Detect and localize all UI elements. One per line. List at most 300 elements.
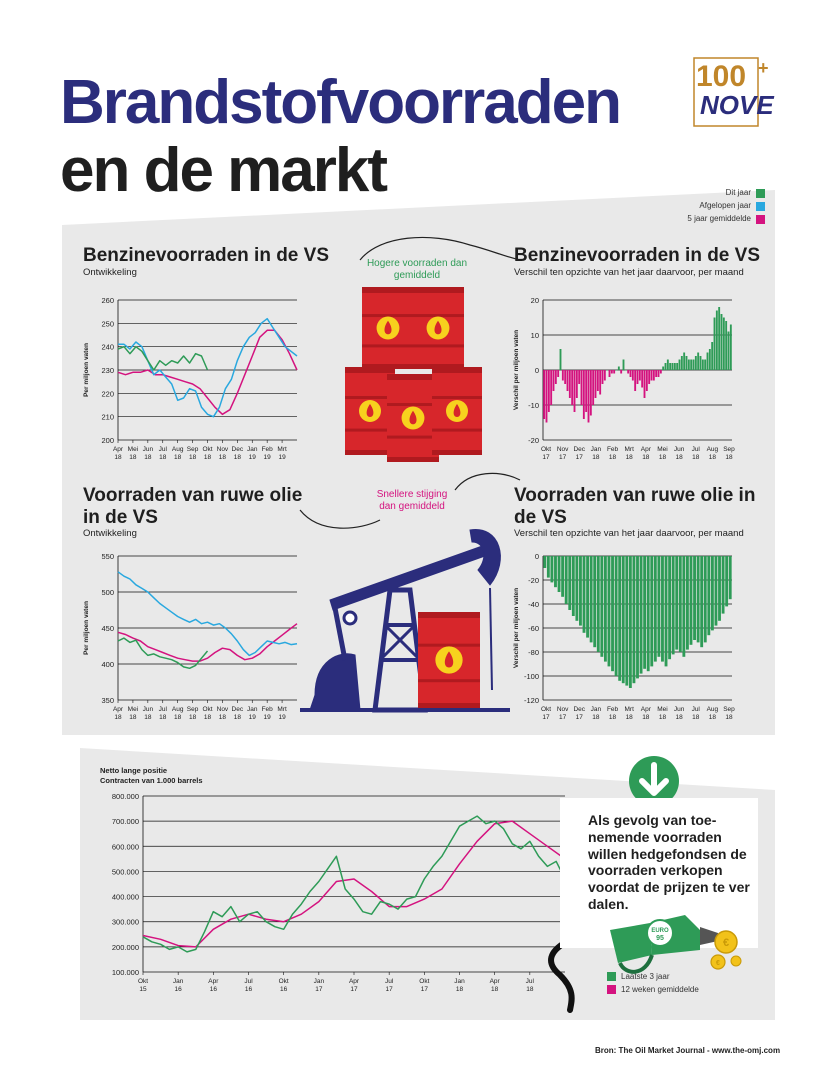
bar — [604, 556, 607, 662]
bar — [728, 332, 730, 371]
x-tick-label: 18 — [491, 986, 499, 993]
x-tick-label: 18 — [114, 454, 122, 461]
series-line — [118, 330, 297, 414]
bar — [543, 370, 545, 419]
series-line — [118, 347, 208, 370]
bar — [574, 370, 576, 412]
legend-swatch-last-year — [756, 202, 765, 211]
bar — [578, 370, 580, 384]
bar — [714, 318, 716, 371]
bar — [609, 370, 611, 377]
series-line — [118, 572, 297, 656]
legend-label-this-year: Dit jaar — [725, 188, 751, 197]
barrel-rim — [418, 612, 480, 618]
y-tick-label: 500 — [101, 588, 114, 597]
x-tick-label: 18 — [692, 714, 700, 721]
bar — [554, 556, 557, 587]
y-tick-label: 0 — [534, 366, 539, 375]
y-tick-label: 200.000 — [111, 942, 139, 952]
series-line — [118, 319, 297, 417]
x-tick-label: 18 — [114, 714, 122, 721]
x-tick-label: Jun — [142, 706, 154, 713]
x-tick-label: Nov — [556, 446, 569, 453]
bar — [553, 370, 555, 391]
x-tick-label: Nov — [216, 706, 229, 713]
bottom-legend-label-3y: Laatste 3 jaar — [621, 972, 670, 981]
x-tick-label: 15 — [139, 986, 147, 993]
y-tick-label: -40 — [528, 600, 539, 609]
bar — [561, 556, 564, 597]
x-tick-label: Jan — [313, 978, 325, 985]
x-tick-label: 18 — [642, 454, 650, 461]
y-tick-label: 230 — [101, 366, 114, 375]
x-tick-label: Okt — [202, 706, 213, 713]
bar — [623, 360, 625, 371]
bar — [697, 353, 699, 371]
svg-text:€: € — [722, 937, 730, 949]
y-tick-label: 700.000 — [111, 817, 139, 827]
y-tick-label: -20 — [528, 436, 539, 445]
x-tick-label: Jul — [158, 706, 167, 713]
x-tick-label: Apr — [640, 706, 651, 713]
bar — [653, 370, 655, 381]
legend-swatch-avg5 — [756, 215, 765, 224]
barrel-rim — [387, 457, 439, 462]
fuel-nozzle-icon — [590, 905, 720, 980]
y-axis-label: Verschil per miljoen vaten — [513, 587, 520, 669]
bar — [722, 556, 725, 614]
x-tick-label: 16 — [209, 986, 217, 993]
x-tick-label: Sep — [186, 706, 199, 713]
y-tick-label: 600.000 — [111, 842, 139, 852]
chart-title-net-long: Netto lange positie — [100, 766, 168, 775]
x-tick-label: 16 — [174, 986, 182, 993]
y-tick-label: 400 — [101, 660, 114, 669]
y-tick-label: 260 — [101, 296, 114, 305]
bar — [636, 556, 639, 678]
x-tick-label: Feb — [261, 706, 273, 713]
x-tick-label: 19 — [248, 714, 256, 721]
bar — [675, 556, 678, 650]
x-tick-label: Okt — [419, 978, 430, 985]
x-tick-label: 19 — [263, 454, 271, 461]
x-tick-label: 18 — [144, 454, 152, 461]
bar — [647, 556, 650, 671]
x-tick-label: Okt — [540, 446, 552, 453]
bar — [629, 556, 632, 688]
x-tick-label: Jan — [590, 446, 602, 453]
euro-coins-icon — [706, 928, 751, 973]
x-tick-label: Apr — [640, 446, 651, 453]
bar — [618, 367, 620, 371]
x-tick-label: 18 — [725, 714, 733, 721]
bar — [618, 556, 621, 681]
x-tick-label: 18 — [233, 454, 241, 461]
y-tick-label: 400.000 — [111, 892, 139, 902]
y-tick-label: 20 — [530, 296, 539, 305]
bar — [648, 370, 650, 384]
x-tick-label: Aug — [706, 446, 719, 453]
bar — [567, 370, 569, 391]
series-line — [143, 816, 565, 952]
chart-subtitle-oil-dev: Ontwikkeling — [83, 528, 137, 539]
bar — [640, 556, 643, 674]
x-tick-label: 18 — [144, 714, 152, 721]
bar — [658, 370, 660, 377]
bar — [681, 356, 683, 370]
bar — [693, 360, 695, 371]
bar — [676, 363, 678, 370]
x-tick-label: 18 — [592, 714, 600, 721]
bar — [721, 314, 723, 370]
bar — [597, 556, 600, 652]
x-tick-label: Dec — [231, 706, 244, 713]
bar — [576, 370, 578, 398]
x-tick-label: Jun — [673, 706, 685, 713]
bar — [665, 363, 667, 370]
bar — [604, 370, 606, 381]
x-tick-label: 18 — [174, 714, 182, 721]
barrel-hoop — [412, 344, 464, 347]
bar — [679, 556, 682, 652]
x-tick-label: 18 — [526, 986, 534, 993]
bar — [583, 370, 585, 419]
bar — [550, 556, 553, 582]
x-tick-label: Jul — [691, 706, 700, 713]
bar — [620, 370, 622, 374]
y-tick-label: -10 — [528, 401, 539, 410]
bar — [572, 556, 575, 616]
x-tick-label: 18 — [129, 454, 137, 461]
barrel-rim — [432, 450, 482, 455]
y-axis-label: Per miljoen vaten — [83, 601, 90, 655]
x-tick-label: Sep — [723, 446, 735, 453]
x-tick-label: 18 — [203, 454, 212, 461]
x-tick-label: Apr — [489, 978, 500, 985]
chart-subtitle-gas-diff: Verschil ten opzichte van het jaar daarvoor, per maand — [514, 267, 744, 278]
x-tick-label: 18 — [188, 454, 197, 461]
x-tick-label: 17 — [420, 986, 428, 993]
bar — [711, 342, 713, 370]
x-tick-label: 17 — [315, 986, 323, 993]
callout-higher-stock: Hogere voorraden dan gemiddeld — [366, 258, 468, 281]
bar — [630, 370, 632, 377]
y-tick-label: -120 — [523, 696, 539, 705]
bar — [565, 556, 568, 604]
x-tick-label: 18 — [218, 454, 227, 461]
bottom-legend-swatch-12w — [607, 985, 616, 994]
bar — [627, 370, 629, 374]
y-tick-label: 240 — [101, 342, 114, 352]
pump-jack-illustration — [300, 500, 510, 715]
bar — [665, 556, 668, 666]
bar — [715, 556, 718, 626]
bar — [704, 360, 706, 371]
y-tick-label: -100 — [523, 672, 539, 681]
bar — [622, 556, 625, 683]
bar — [662, 367, 664, 371]
x-tick-label: 17 — [542, 454, 550, 461]
barrel-rim — [362, 287, 414, 293]
bar — [613, 370, 615, 374]
x-tick-label: Mei — [127, 706, 139, 713]
x-tick-label: Mrt — [624, 446, 634, 453]
bar — [679, 360, 681, 371]
x-tick-label: 18 — [188, 714, 197, 721]
x-tick-label: 17 — [385, 986, 393, 993]
barrel-rim — [387, 374, 439, 380]
bar — [633, 556, 636, 683]
x-tick-label: Aug — [171, 706, 184, 713]
euro95-line1: EURO — [651, 928, 669, 934]
bar — [593, 556, 596, 647]
x-tick-label: 17 — [559, 714, 567, 721]
logo-bottom-text: NOVE — [700, 90, 774, 120]
y-tick-label: 100.000 — [111, 968, 139, 977]
bar — [718, 307, 720, 370]
y-tick-label: 550 — [101, 552, 114, 561]
y-tick-label: -80 — [528, 648, 539, 657]
bar — [608, 556, 611, 666]
bar — [643, 556, 646, 669]
bar — [674, 363, 676, 370]
barrel-hoop — [387, 436, 439, 439]
bar — [634, 370, 636, 391]
x-tick-label: 18 — [658, 454, 667, 461]
x-tick-label: 17 — [575, 454, 583, 461]
x-tick-label: Feb — [606, 706, 619, 713]
x-tick-label: Feb — [606, 446, 619, 453]
x-tick-label: Apr — [348, 978, 360, 985]
bar — [688, 360, 690, 371]
y-tick-label: 300.000 — [111, 917, 139, 927]
x-tick-label: Sep — [186, 446, 199, 453]
chart-title-gas-diff: Benzinevoorraden in de VS — [514, 245, 760, 266]
y-axis-label: Verschil per miljoen vaten — [513, 329, 520, 411]
y-tick-label: 220 — [101, 389, 114, 399]
bar — [583, 556, 586, 633]
bar — [672, 363, 674, 370]
bar — [600, 556, 603, 657]
bar — [550, 370, 552, 405]
y-tick-label: 200 — [101, 436, 114, 445]
x-tick-label: Mei — [127, 446, 139, 453]
y-tick-label: 0 — [534, 552, 539, 561]
bar — [707, 556, 710, 635]
bar — [655, 370, 657, 377]
x-tick-label: 17 — [542, 714, 550, 721]
bottom-legend-swatch-3y — [607, 972, 616, 981]
page-title-line1: Brandstofvoorraden — [60, 68, 620, 137]
bar — [667, 360, 669, 371]
x-tick-label: 18 — [203, 714, 212, 721]
x-tick-label: 18 — [159, 454, 167, 461]
bar — [547, 556, 550, 578]
x-tick-label: 18 — [592, 454, 600, 461]
bar — [668, 556, 671, 659]
legend-label-avg5: 5 jaar gemiddelde — [687, 214, 751, 223]
bar — [557, 370, 559, 377]
x-tick-label: 18 — [675, 454, 683, 461]
x-tick-label: 18 — [608, 454, 617, 461]
barrel-hoop — [362, 344, 414, 347]
x-tick-label: Apr — [112, 446, 124, 453]
bar — [632, 370, 634, 381]
x-tick-label: Feb — [261, 446, 273, 453]
bar — [579, 556, 582, 626]
chart-oil-development — [80, 548, 305, 728]
bar — [654, 556, 657, 662]
x-tick-label: Jul — [385, 978, 394, 985]
x-tick-label: 18 — [642, 714, 650, 721]
chart-subtitle-oil-diff: Verschil ten opzichte van het jaar daarvoor, per maand — [514, 528, 744, 539]
bar — [585, 370, 587, 412]
x-tick-label: 16 — [280, 986, 288, 993]
chart-gas-development — [80, 292, 305, 467]
page-title-line2: en de markt — [60, 136, 387, 205]
bar — [693, 556, 696, 640]
x-tick-label: Jun — [673, 446, 685, 453]
x-tick-label: Jul — [244, 978, 253, 985]
bar — [558, 556, 561, 592]
bar — [590, 370, 592, 416]
x-tick-label: Jan — [247, 706, 258, 713]
bar — [575, 556, 578, 621]
x-tick-label: 19 — [278, 714, 286, 721]
pump-counterweight — [310, 654, 360, 710]
x-tick-label: Okt — [278, 978, 289, 985]
x-tick-label: 17 — [350, 986, 358, 993]
bar — [700, 356, 702, 370]
bottom-legend-label-12w: 12 weken gemiddelde — [621, 985, 699, 994]
conclusion-text: Als gevolg van toe-nemende voorraden willen hedgefondsen de voorraden verkopen voordat de prijzen te ver dalen. — [588, 812, 750, 912]
bar — [729, 556, 732, 599]
x-tick-label: 18 — [725, 454, 733, 461]
x-tick-label: Nov — [216, 446, 229, 453]
x-tick-label: Jul — [525, 978, 534, 985]
bar — [555, 370, 557, 384]
barrel-hoop — [432, 396, 482, 399]
y-tick-label: 500.000 — [111, 867, 139, 877]
bar — [661, 556, 664, 662]
bar — [592, 370, 594, 405]
bar — [725, 556, 728, 606]
x-tick-label: Okt — [540, 706, 552, 713]
barrel-rim — [418, 703, 480, 708]
callout-faster-rise: Snellere stijging dan gemiddeld — [376, 489, 448, 512]
bar — [606, 370, 608, 371]
bar — [571, 370, 573, 405]
x-tick-label: 18 — [658, 714, 667, 721]
chart-title-gas-dev: Benzinevoorraden in de VS — [83, 245, 329, 266]
bar — [711, 556, 714, 630]
bar — [562, 370, 564, 381]
barrel-rim — [345, 367, 395, 373]
bar — [690, 360, 692, 371]
bar — [651, 370, 653, 381]
chart-title-oil-dev: Voorraden van ruwe olie in de VS — [83, 485, 303, 528]
bar — [690, 556, 693, 645]
barrel-rim — [412, 287, 464, 293]
x-tick-label: 18 — [455, 986, 464, 993]
bar — [718, 556, 721, 621]
x-tick-label: 18 — [625, 714, 633, 721]
bar — [644, 370, 646, 398]
chart-subtitle-gas-dev: Ontwikkeling — [83, 267, 137, 278]
bar — [615, 556, 618, 676]
bar — [650, 556, 653, 666]
bar — [683, 353, 685, 371]
x-tick-label: 17 — [559, 454, 567, 461]
bar — [595, 370, 597, 398]
bar — [669, 363, 671, 370]
x-tick-label: 17 — [575, 714, 583, 721]
bar — [548, 370, 550, 412]
bar — [695, 356, 697, 370]
svg-text:€: € — [716, 960, 720, 967]
x-tick-label: Mei — [657, 706, 668, 713]
bar — [686, 356, 688, 370]
y-tick-label: 450 — [101, 624, 114, 633]
bar — [637, 370, 639, 384]
euro95-line2: 95 — [656, 935, 664, 942]
y-tick-label: 800.000 — [111, 792, 139, 801]
bar — [597, 370, 599, 391]
logo-plus: + — [758, 58, 769, 78]
x-tick-label: Jul — [158, 446, 167, 453]
x-tick-label: 18 — [218, 714, 227, 721]
bar — [546, 370, 548, 423]
x-tick-label: Mrt — [277, 446, 287, 453]
bar — [581, 370, 583, 405]
bar — [543, 556, 546, 568]
x-tick-label: Jul — [691, 446, 700, 453]
x-tick-label: Dec — [231, 446, 244, 453]
bar — [568, 556, 571, 610]
x-tick-label: Jan — [247, 446, 258, 453]
source-credit: Bron: The Oil Market Journal - www.the-omj.com — [595, 1046, 781, 1055]
y-tick-label: 350 — [101, 696, 114, 705]
bar — [723, 318, 725, 371]
bar — [639, 370, 641, 381]
x-tick-label: Jan — [454, 978, 465, 985]
x-tick-label: Jun — [142, 446, 154, 453]
bar — [686, 556, 689, 650]
x-tick-label: 18 — [675, 714, 683, 721]
x-tick-label: Jan — [590, 706, 602, 713]
bar — [625, 370, 627, 371]
bar — [682, 556, 685, 657]
x-tick-label: 18 — [174, 454, 182, 461]
bar — [702, 360, 704, 371]
barrel-hoop — [418, 644, 480, 647]
bar — [590, 556, 593, 642]
barrel-hoop — [418, 679, 480, 682]
x-tick-label: Mrt — [624, 706, 634, 713]
bar — [646, 370, 648, 391]
bar — [564, 370, 566, 384]
x-tick-label: 18 — [159, 714, 167, 721]
bar — [697, 556, 700, 642]
x-tick-label: Okt — [137, 978, 149, 985]
bar — [716, 311, 718, 371]
x-tick-label: Nov — [556, 706, 569, 713]
x-tick-label: 18 — [692, 454, 700, 461]
chart-subtitle-net-long: Contracten van 1.000 barrels — [100, 776, 203, 785]
bar — [660, 370, 662, 374]
x-tick-label: 18 — [708, 454, 716, 461]
y-tick-label: -20 — [528, 576, 539, 585]
